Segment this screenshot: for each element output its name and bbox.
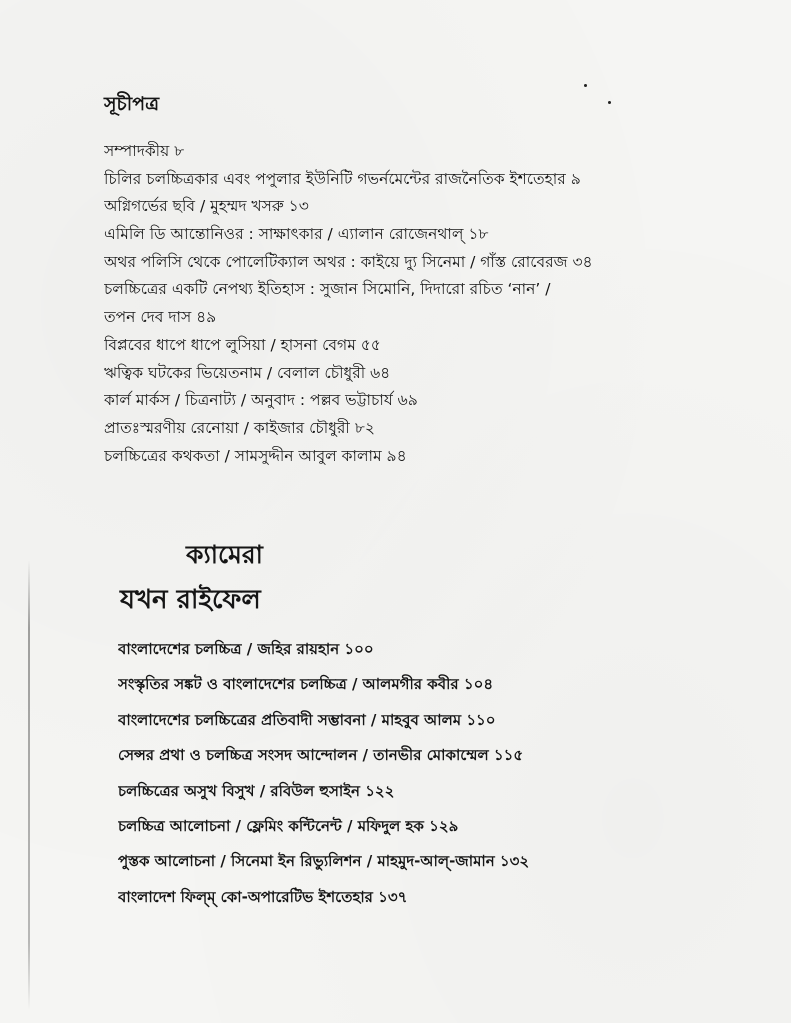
contents-entry: তপন দেব দাস ৪৯ — [104, 308, 217, 327]
contents-entry: কার্ল মার্কস / চিত্রনাট্য / অনুবাদ : পল্লব ভট্টাচার্য ৬৯ — [104, 391, 418, 410]
contents-entry: সম্পাদকীয় ৮ — [104, 142, 185, 160]
contents-list — [104, 138, 744, 470]
contents-entry: প্রাতঃস্মরণীয় রেনোয়া / কাইজার চৌধুরী ৮২ — [104, 418, 375, 437]
contents-entry: এমিলি ডি আন্তোনিওর : সাক্ষাৎকার / এ্যালান রোজেনথাল্ ১৮ — [104, 225, 489, 244]
section-entry: চলচ্চিত্র আলোচনা / ফ্লেমিং কন্টিনেন্ট / মফিদুল হক ১২৯ — [118, 816, 459, 835]
section-entry: বাংলাদেশ ফিল্ম্ কো-অপারেটিভ ইশতেহার ১৩৭ — [118, 887, 408, 906]
contents-heading: সূচীপত্র — [104, 93, 160, 115]
section-entry: সংস্কৃতির সঙ্কট ও বাংলাদেশের চলচ্চিত্র / আলমগীর কবীর ১০৪ — [118, 675, 494, 694]
contents-entry: অথর পলিসি থেকে পোলেটিক্যাল অথর : কাইয়ে দ্যু সিনেমা / গাঁস্ত রোবেরজ ৩৪ — [104, 252, 593, 271]
contents-entry: চলচ্চিত্রের কথকতা / সামসুদ্দীন আবুল কালাম ৯৪ — [104, 446, 407, 465]
ink-speck — [584, 84, 587, 87]
section-entry: সেন্সর প্রথা ও চলচ্চিত্র সংসদ আন্দোলন / তানভীর মোকাম্মেল ১১৫ — [118, 746, 524, 765]
section-entry: পুস্তক আলোচনা / সিনেমা ইন রিভ্যুলিশন / মাহমুদ-আল্-জামান ১৩২ — [118, 852, 530, 871]
ink-speck — [608, 101, 611, 104]
section-entry: বাংলাদেশের চলচ্চিত্রের প্রতিবাদী সম্ভাবনা / মাহবুব আলম ১১০ — [118, 710, 496, 729]
section-entry: চলচ্চিত্রের অসুখ বিসুখ / রবিউল হুসাইন ১২২ — [118, 781, 395, 800]
contents-entry: চলচ্চিত্রের একটি নেপথ্য ইতিহাস : সুজান সিমোনি, দিদারো রচিত ‘নান’ / — [104, 280, 551, 299]
section-entry: বাংলাদেশের চলচ্চিত্র / জহির রায়হান ১০০ — [118, 640, 374, 658]
section-title-line2: যখন রাইফেল — [120, 585, 261, 615]
contents-entry: অগ্নিগর্ভের ছবি / মুহম্মদ খসরু ১৩ — [104, 197, 309, 216]
contents-entry: চিলির চলচ্চিত্রকার এবং পপুলার ইউনিটি গভর্নমেন্টের রাজনৈতিক ইশতেহার ৯ — [104, 169, 581, 188]
section-title-line1: ক্যামেরা — [186, 540, 263, 569]
page-edge-shadow — [28, 560, 30, 1010]
contents-entry: ঋত্বিক ঘটকের ভিয়েতনাম / বেলাল চৌধুরী ৬৪ — [104, 363, 391, 382]
contents-entry: বিপ্লবের ধাপে ধাপে লুসিয়া / হাসনা বেগম ৫৫ — [104, 335, 381, 354]
section-contents-list — [118, 632, 738, 915]
